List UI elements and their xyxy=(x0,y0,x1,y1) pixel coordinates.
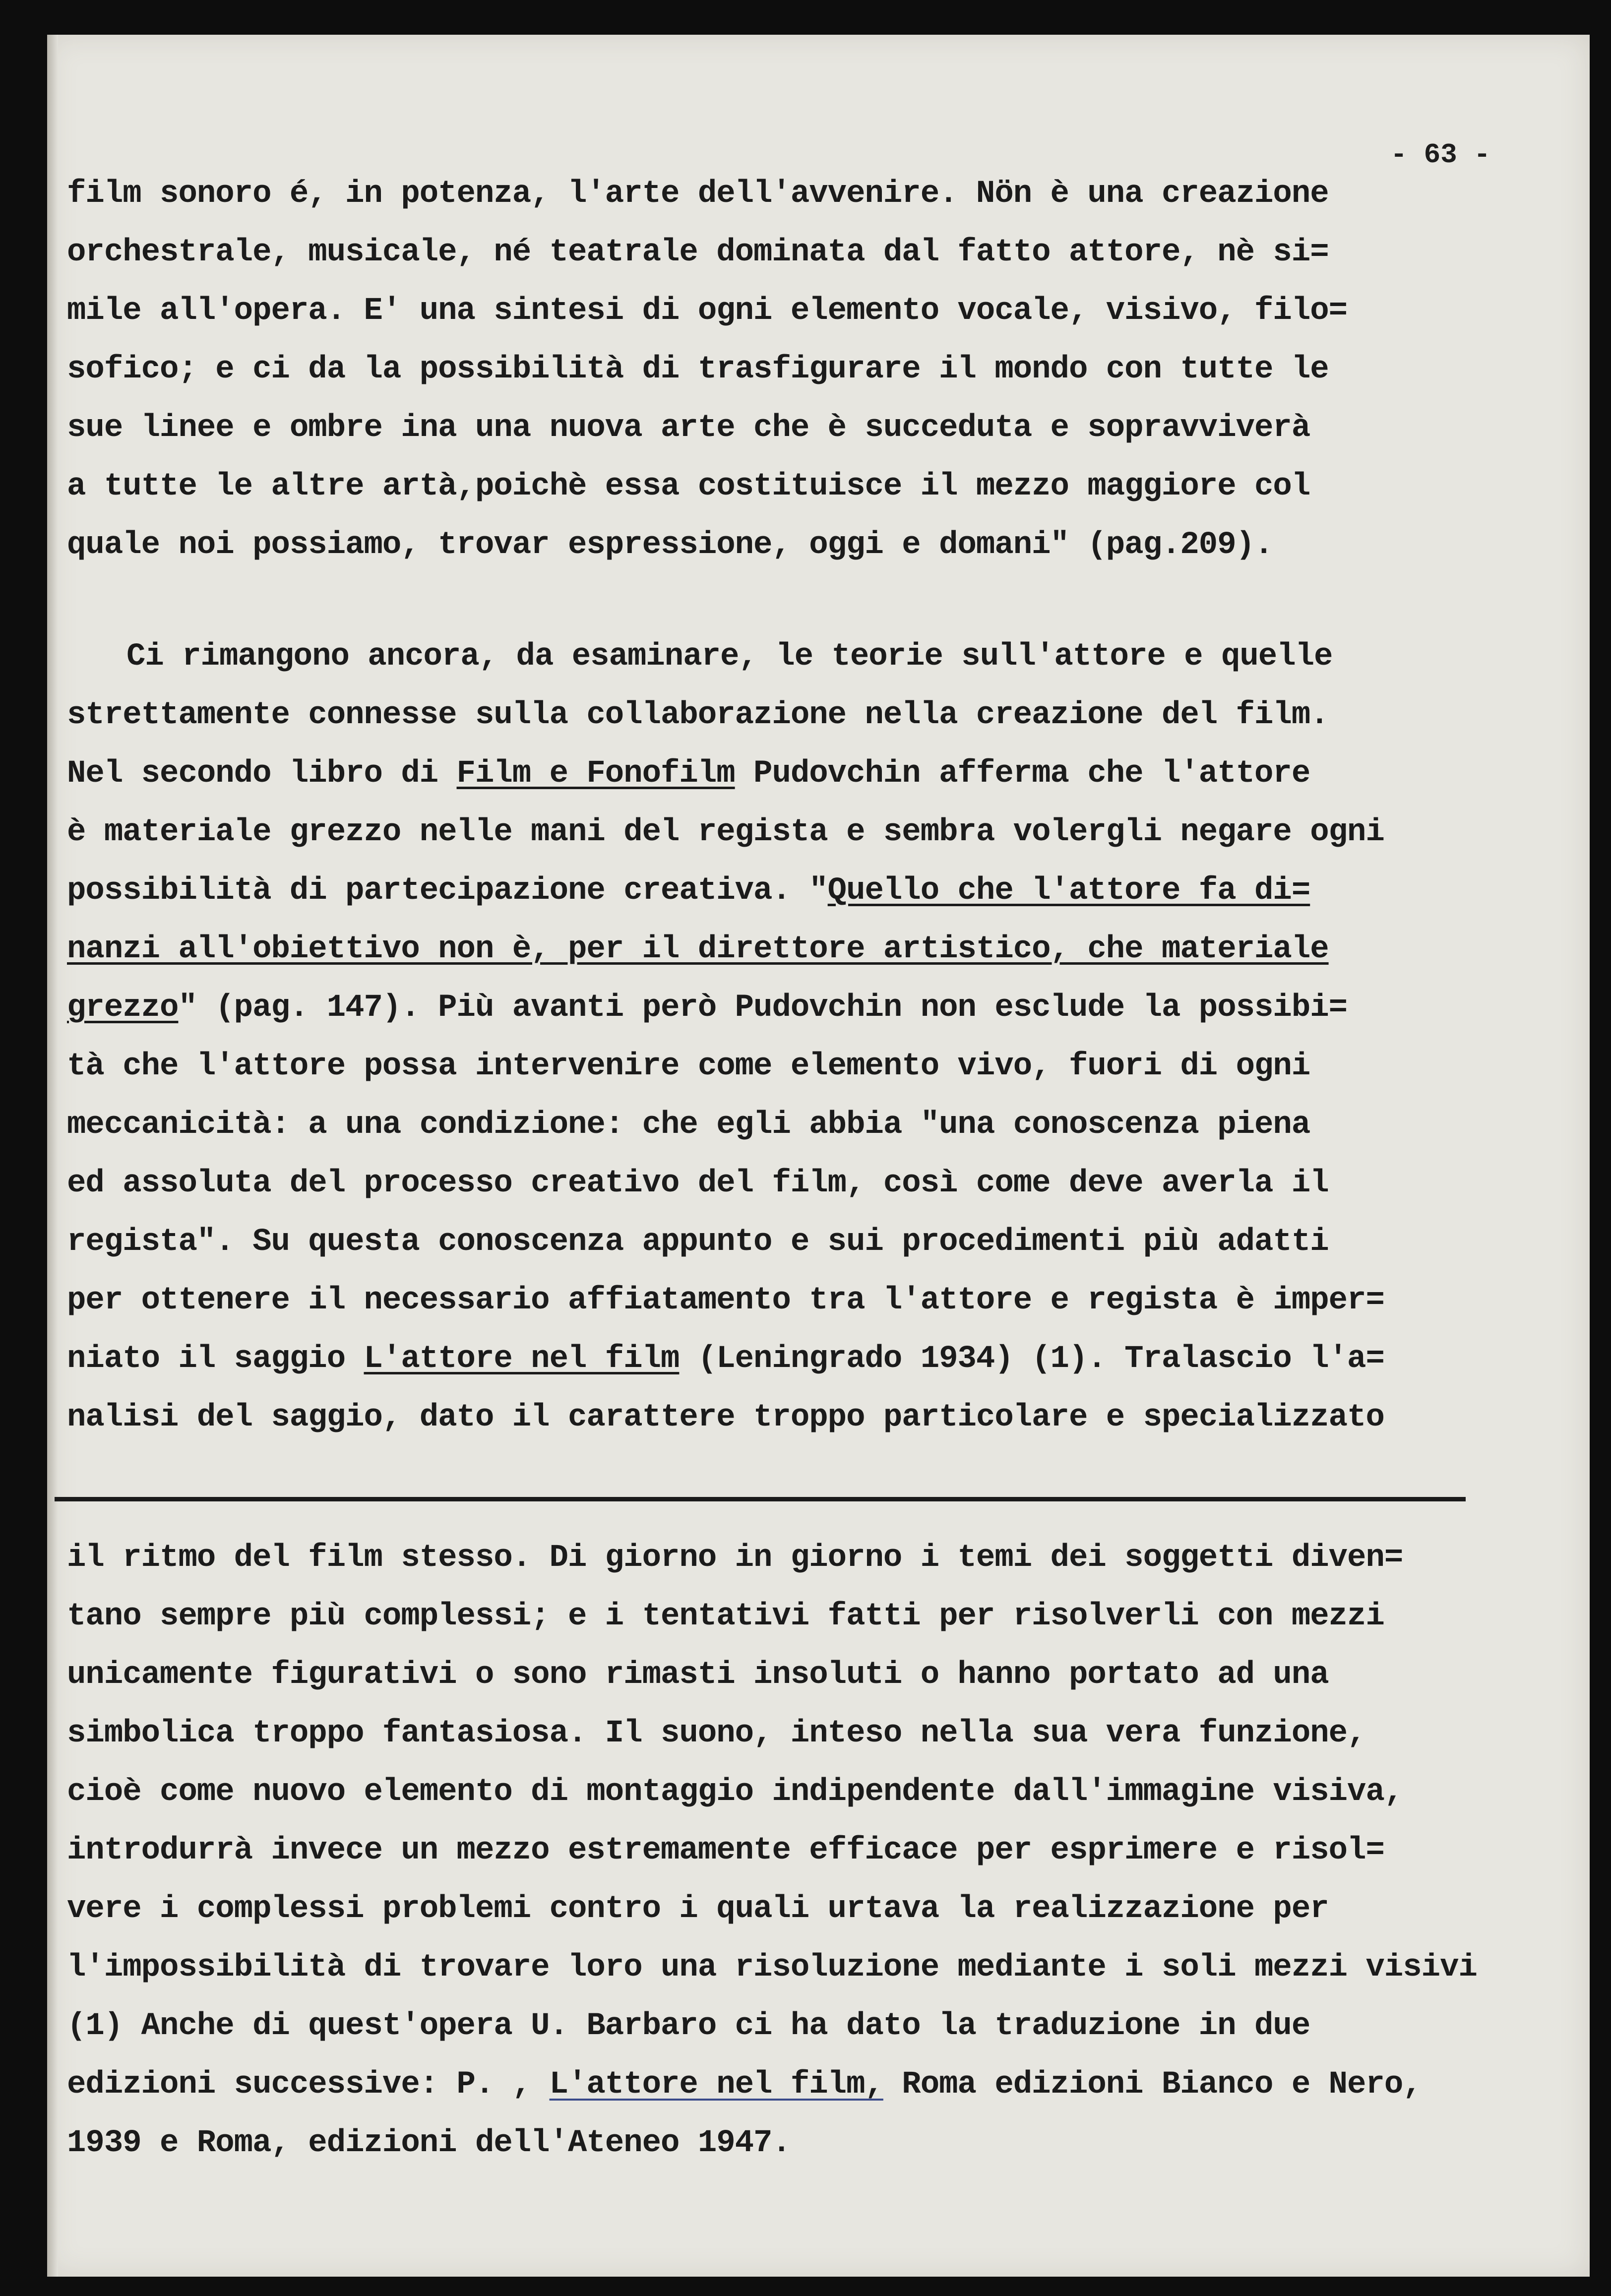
text-line: per ottenere il necessario affiatamento tra l'attore e regista è imper= xyxy=(67,1283,1384,1318)
text-line xyxy=(67,990,1347,1026)
text-segment: Roma edizioni Bianco e Nero, xyxy=(883,2067,1422,2103)
text-line: sofico; e ci da la possibilità di trasfigurare il mondo con tutte le xyxy=(67,352,1329,387)
text-line: è materiale grezzo nelle mani del regista e sembra volergli negare ogni xyxy=(67,814,1384,850)
text-segment: (Leningrado 1934) (1). Tralascio l'a= xyxy=(679,1341,1384,1377)
text-segment: Pudovchin afferma che l'attore xyxy=(735,756,1310,792)
text-line: il ritmo del film stesso. Di giorno in giorno i temi dei soggetti diven= xyxy=(67,1540,1403,1576)
text-line: nalisi del saggio, dato il carattere troppo particolare e specializzato xyxy=(67,1400,1384,1435)
text-line: (1) Anche di quest'opera U. Barbaro ci ha dato la traduzione in due xyxy=(67,2008,1310,2044)
text-segment: " (pag. 147). Più avanti però Pudovchin non esclude la possibi= xyxy=(178,990,1348,1026)
text-segment: niato il saggio xyxy=(67,1341,364,1377)
underlined-quote: nanzi all'obiettivo non è, per il direttore artistico, che materiale xyxy=(67,931,1329,967)
text-line: vere i complessi problemi contro i quali urtava la realizzazione per xyxy=(67,1891,1329,1927)
text-line: unicamente figurativi o sono rimasti insoluti o hanno portato ad una xyxy=(67,1657,1329,1693)
text-line: l'impossibilità di trovare loro una risoluzione mediante i soli mezzi visivi xyxy=(67,1950,1477,1986)
text-line xyxy=(67,1341,1384,1377)
text-line: introdurrà invece un mezzo estremamente efficace per esprimere e risol= xyxy=(67,1833,1384,1868)
page-binding-edge xyxy=(47,35,58,2277)
text-line: strettamente connesse sulla collaborazione nella creazione del film. xyxy=(67,697,1329,733)
page-number: - 63 - xyxy=(1390,139,1490,171)
text-line: a tutte le altre artà,poichè essa costituisce il mezzo maggiore col xyxy=(67,469,1310,504)
book-title-l-attore-nel-film: L'attore nel film xyxy=(364,1341,680,1377)
document-page xyxy=(47,35,1590,2277)
text-line: 1939 e Roma, edizioni dell'Ateneo 1947. xyxy=(67,2125,791,2161)
text-line: cioè come nuovo elemento di montaggio indipendente dall'immagine visiva, xyxy=(67,1774,1403,1810)
text-line: tano sempre più complessi; e i tentativi fatti per risolverli con mezzi xyxy=(67,1599,1384,1634)
text-line: sue linee e ombre ina una nuova arte che è succeduta e sopravviverà xyxy=(67,410,1310,446)
text-line: quale noi possiamo, trovar espressione, oggi e domani" (pag.209). xyxy=(67,527,1273,563)
text-segment: edizioni successive: P. , xyxy=(67,2067,550,2103)
text-line xyxy=(67,873,1310,909)
underlined-quote: grezzo xyxy=(67,990,179,1026)
text-line xyxy=(67,931,1329,967)
text-line xyxy=(67,2067,1422,2103)
text-line: meccanicità: a una condizione: che egli abbia "una conoscenza piena xyxy=(67,1107,1310,1143)
text-line: Ci rimangono ancora, da esaminare, le teorie sull'attore e quelle xyxy=(126,639,1333,675)
text-line: mile all'opera. E' una sintesi di ogni elemento vocale, visivo, filo= xyxy=(67,293,1348,329)
text-line: regista". Su questa conoscenza appunto e sui procedimenti più adatti xyxy=(67,1224,1329,1260)
text-line: film sonoro é, in potenza, l'arte dell'avvenire. Nön è una creazione xyxy=(67,176,1329,212)
text-segment: Nel secondo libro di xyxy=(67,756,457,792)
text-line: orchestrale, musicale, né teatrale dominata dal fatto attore, nè si= xyxy=(67,235,1329,270)
text-line xyxy=(67,756,1310,792)
book-title-l-attore-nel-film: L'attore nel film, xyxy=(549,2067,883,2103)
text-segment: possibilità di partecipazione creativa. " xyxy=(67,873,828,909)
text-line: simbolica troppo fantasiosa. Il suono, inteso nella sua vera funzione, xyxy=(67,1716,1366,1751)
text-line: ed assoluta del processo creativo del film, così come deve averla il xyxy=(67,1166,1329,1201)
text-line: tà che l'attore possa intervenire come elemento vivo, fuori di ogni xyxy=(67,1049,1310,1084)
underlined-quote: Quello che l'attore fa di= xyxy=(827,873,1310,909)
book-title-film-e-fonofilm: Film e Fonofilm xyxy=(456,756,735,792)
footnote-separator xyxy=(55,1497,1466,1501)
